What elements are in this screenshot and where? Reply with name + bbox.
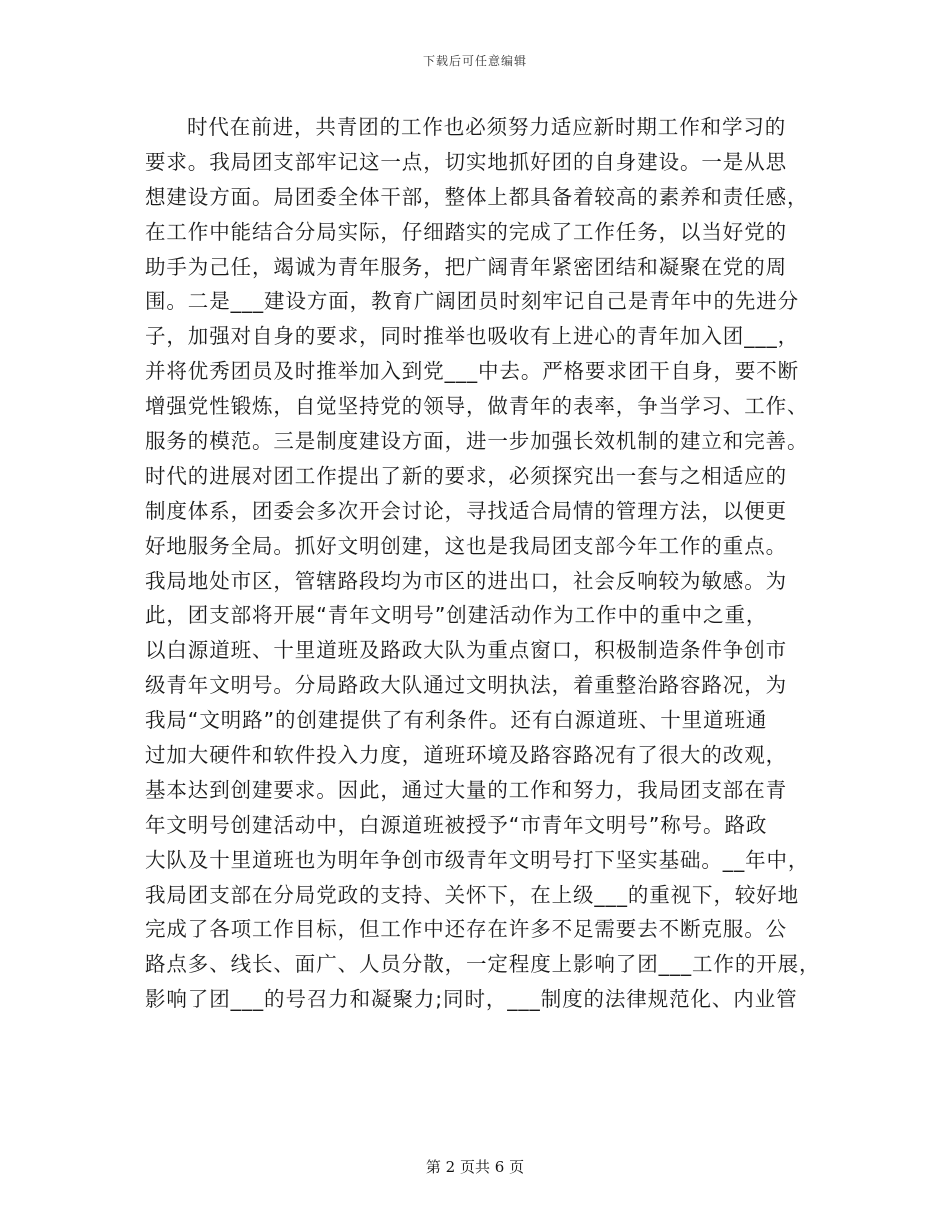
paragraph-line: 大队及十里道班也为明年争创市级青年文明号打下坚实基础。__年中， — [145, 847, 810, 872]
paragraph-line: 以白源道班、十里道班及路政大队为重点窗口，积极制造条件争创市 — [145, 638, 787, 663]
paragraph-line: 好地服务全局。抓好文明创建，这也是我局团支部今年工作的重点。 — [145, 533, 787, 558]
paragraph-line: 级青年文明号。分局路政大队通过文明执法，着重整治路容路况，为 — [145, 673, 787, 698]
paragraph-line: 想建设方面。局团委全体干部，整体上都具备着较高的素养和责任感， — [145, 184, 809, 209]
paragraph-line: 我局地处市区，管辖路段均为市区的进出口，社会反响较为敏感。为 — [145, 568, 787, 593]
paragraph-line: 时代的进展对团工作提出了新的要求，必须探究出一套与之相适应的 — [145, 463, 787, 488]
paragraph-line: 助手为己任，竭诚为青年服务，把广阔青年紧密团结和凝聚在党的周 — [145, 254, 787, 279]
document-body — [145, 110, 821, 1017]
paragraph-line: 围。二是___建设方面，教育广阔团员时刻牢记自己是青年中的先进分 — [145, 289, 800, 314]
paragraph-line: 制度体系，团委会多次开会讨论，寻找适合局情的管理方法，以便更 — [145, 498, 787, 523]
paragraph-line: 年文明号创建活动中，白源道班被授予“市青年文明号”称号。路政 — [145, 812, 768, 837]
paragraph-line: 子，加强对自身的要求，同时推举也吸收有上进心的青年加入团___， — [145, 324, 800, 349]
paragraph-line: 时代在前进，共青团的工作也必须努力适应新时期工作和学习的 — [187, 115, 787, 139]
paragraph-line: 基本达到创建要求。因此，通过大量的工作和努力，我局团支部在青 — [145, 777, 787, 802]
paragraph-line: 增强党性锻炼，自觉坚持党的领导，做青年的表率，争当学习、工作、 — [145, 394, 809, 419]
paragraph-line: 服务的模范。三是制度建设方面，进一步加强长效机制的建立和完善。 — [145, 429, 809, 454]
paragraph-line: 并将优秀团员及时推举加入到党___中去。严格要求团干自身，要不断 — [145, 359, 800, 384]
paragraph-line: 要求。我局团支部牢记这一点，切实地抓好团的自身建设。一是从思 — [145, 149, 787, 174]
paragraph-line: 此，团支部将开展“青年文明号”创建活动作为工作中的重中之重， — [145, 603, 768, 628]
page-number: 第 2 页共 6 页 — [425, 1158, 525, 1176]
paragraph-line: 过加大硬件和软件投入力度，道班环境及路容路况有了很大的改观， — [145, 743, 787, 768]
page-header: 下载后可任意编辑 — [422, 54, 527, 68]
paragraph-line: 路点多、线长、面广、人员分散，一定程度上影响了团___工作的开展， — [145, 952, 821, 977]
paragraph-line: 完成了各项工作目标，但工作中还存在许多不足需要去不断克服。公 — [145, 917, 787, 942]
paragraph-line: 我局“文明路”的创建提供了有利条件。还有白源道班、十里道班通 — [145, 708, 768, 733]
paragraph-line: 在工作中能结合分局实际，仔细踏实的完成了工作任务，以当好党的 — [145, 219, 787, 244]
paragraph-line: 影响了团___的号召力和凝聚力;同时，___制度的法律规范化、内业管 — [145, 987, 798, 1012]
paragraph-line: 我局团支部在分局党政的支持、关怀下，在上级___的重视下，较好地 — [145, 882, 800, 907]
